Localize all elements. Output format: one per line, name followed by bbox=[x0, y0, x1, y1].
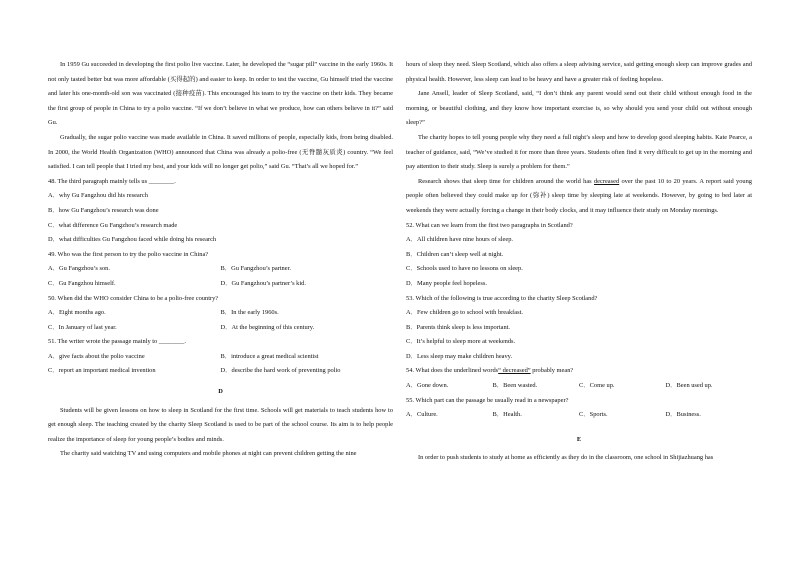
question-52: 52. What can we learn from the first two paragraphs in Scotland? bbox=[406, 221, 573, 229]
question-52-option-c: C．Schools used to have no lessons on sleep. bbox=[406, 265, 523, 273]
question-54-text-start: 54. What does the underlined words bbox=[406, 367, 499, 375]
question-51-option-d: D．describe the hard work of preventing polio bbox=[220, 367, 341, 375]
question-48-option-a: A．why Gu Fangzhou did his research bbox=[48, 192, 148, 200]
question-49-options-row-1 bbox=[48, 262, 393, 277]
passage-d-paragraph-2: The charity said watching TV and using computers and mobile phones at night can prevent children getting the nine bbox=[60, 450, 357, 458]
question-48-option-d: D．what difficulties Gu Fangzhou faced while doing his research bbox=[48, 236, 217, 244]
question-50: 50. When did the WHO consider China to be a polio-free country? bbox=[48, 294, 219, 302]
passage-e-paragraph-1: In order to push students to study at home as efficiently as they do in the classroom, one school in Shijiazhuang has bbox=[418, 454, 714, 462]
question-55-option-b: B．Health. bbox=[492, 411, 522, 419]
passage-c-paragraph-1: In 1959 Gu succeeded in developing the first polio live vaccine. Later, he developed the “sugar pill” vaccine in the early 1960s. It not only tasted better but was more affordable (买得起的) and easier to keep. In order to test the vaccine, Gu himself tried the vaccine and later his one-month-old son was vaccinated (接种疫苗). This encouraged his team to try the vaccine on their kids. They became the first group of people in China to try a polio vaccine. “If we don’t believe in what we produce, how can others believe in it?” said Gu. bbox=[48, 61, 393, 127]
question-49-options-row-2 bbox=[48, 277, 393, 292]
section-d-heading: D bbox=[218, 388, 223, 396]
question-55: 55. Which part can the passage be usually read in a newspaper? bbox=[406, 396, 569, 404]
question-53-option-c: C．It’s helpful to sleep more at weekends. bbox=[406, 338, 516, 346]
question-54 bbox=[406, 364, 752, 379]
question-55-options bbox=[406, 408, 752, 423]
question-49-option-c: C．Gu Fangzhou himself. bbox=[48, 279, 116, 287]
right-column bbox=[406, 58, 752, 466]
section-e-heading: E bbox=[576, 435, 582, 443]
question-50-options-row-1 bbox=[48, 306, 393, 321]
question-54-option-d: D．Been used up. bbox=[665, 382, 713, 390]
question-52-option-d: D．Many people feel hopeless. bbox=[406, 279, 487, 287]
question-51-option-b: B．introduce a great medical scientist bbox=[220, 352, 319, 360]
question-54-options bbox=[406, 379, 752, 394]
question-51-option-c: C．report an important medical invention bbox=[48, 367, 156, 375]
question-50-option-c: C．In January of last year. bbox=[48, 323, 117, 331]
question-51-options-row-1 bbox=[48, 350, 393, 365]
question-51-options-row-2 bbox=[48, 364, 393, 379]
question-52-option-b: B．Children can’t sleep well at night. bbox=[406, 250, 504, 258]
question-50-options-row-2 bbox=[48, 321, 393, 336]
question-54-text-end: probably mean? bbox=[530, 367, 574, 375]
passage-d-paragraph-2-continued: hours of sleep they need. Sleep Scotland, which also offers a sleep advising service, said getting enough sleep can improve grades and physical health. However, less sleep can lead to be heavy and have a greater risk of feeling hopeless. bbox=[406, 61, 752, 83]
question-55-option-d: D．Business. bbox=[665, 411, 701, 419]
paragraph-5-text-start: Research shows that sleep time for children around the world has bbox=[418, 177, 594, 185]
passage-d-paragraph-1: Students will be given lessons on how to sleep in Scotland for the first time. Schools will get materials to teach students how to get enough sleep. The teaching created by the charity Sleep Scotland is used to be part of the school course. Its aim is to help people realize the importance of sleep for young people’s bodies and minds. bbox=[48, 406, 393, 443]
question-50-option-d: D．At the beginning of this century. bbox=[220, 323, 315, 331]
question-51: 51. The writer wrote the passage mainly to ________. bbox=[48, 338, 186, 346]
question-48-option-c: C．what difference Gu Fangzhou’s research made bbox=[48, 221, 178, 229]
question-54-option-b: B．Been wasted. bbox=[492, 382, 538, 390]
question-55-option-c: C．Sports. bbox=[579, 411, 608, 419]
passage-d-paragraph-4: The charity hopes to tell young people why they need a full night’s sleep and how to develop good sleeping habits. Kate Pearce, a teacher of guidance, said, “We’ve studied it for more than three years. Students often find it very difficult to get up in the morning and pay attention to their study. Sleep is surely a problem for them.” bbox=[406, 133, 752, 171]
passage-d-paragraph-3: Jane Ansell, leader of Sleep Scotland, said, “I don’t think any parent would send out their child without enough food in the morning, or beautiful clothing, and they know how important exercise is, so why should you send your child out without enough sleep?” bbox=[406, 90, 752, 127]
passage-d-paragraph-5 bbox=[406, 175, 752, 219]
question-50-option-a: A．Eight months ago. bbox=[48, 309, 106, 317]
question-49-option-b: B．Gu Fangzhou’s partner. bbox=[220, 265, 291, 273]
question-50-option-b: B．In the early 1960s. bbox=[220, 309, 279, 317]
question-53: 53. Which of the following is true according to the charity Sleep Scotland? bbox=[406, 294, 598, 302]
question-55-option-a: A．Culture. bbox=[406, 411, 438, 419]
question-54-option-a: A．Gone down. bbox=[406, 382, 449, 390]
question-51-option-a: A．give facts about the polio vaccine bbox=[48, 352, 145, 360]
question-48-option-b: B．how Gu Fangzhou’s research was done bbox=[48, 206, 159, 214]
question-53-option-d: D．Less sleep may make children heavy. bbox=[406, 352, 513, 360]
question-49: 49. Who was the first person to try the polio vaccine in China? bbox=[48, 250, 209, 258]
question-49-option-a: A．Gu Fangzhou’s son. bbox=[48, 265, 110, 273]
underlined-word-decreased: decreased bbox=[593, 177, 620, 185]
question-52-option-a: A．All children have nine hours of sleep. bbox=[406, 236, 514, 244]
question-48: 48. The third paragraph mainly tells us ________. bbox=[48, 177, 176, 185]
question-54-option-c: C．Come up. bbox=[579, 382, 615, 390]
question-53-option-b: B．Parents think sleep is less important. bbox=[406, 323, 511, 331]
paragraph-5-text-end: over the past 10 to 20 years. A report said young people often believed they could make up for (弥补) sleep time by sleeping late at weekends. However, by going to bed later at weekends they were actually forcing a change in their body clocks, and it may influence their study on Monday mornings. bbox=[406, 177, 752, 214]
passage-c-paragraph-2: Gradually, the sugar polio vaccine was made available in China. It saved millions of people, especially kids, from being disabled. In 2000, the World Health Organization (WHO) announced that China was already a polio-free (无脊髓灰质炎) country. “We feel satisfied. I can tell people that I tried my best, and your kids will no longer get polio,” said Gu. “That’s all we hoped for.” bbox=[48, 133, 393, 171]
question-53-option-a: A．Few children go to school with breakfast. bbox=[406, 309, 523, 317]
question-49-option-d: D．Gu Fangzhou’s partner’s kid. bbox=[220, 279, 306, 287]
left-column bbox=[48, 58, 393, 462]
question-54-underlined-word: “ decreased” bbox=[498, 367, 531, 375]
